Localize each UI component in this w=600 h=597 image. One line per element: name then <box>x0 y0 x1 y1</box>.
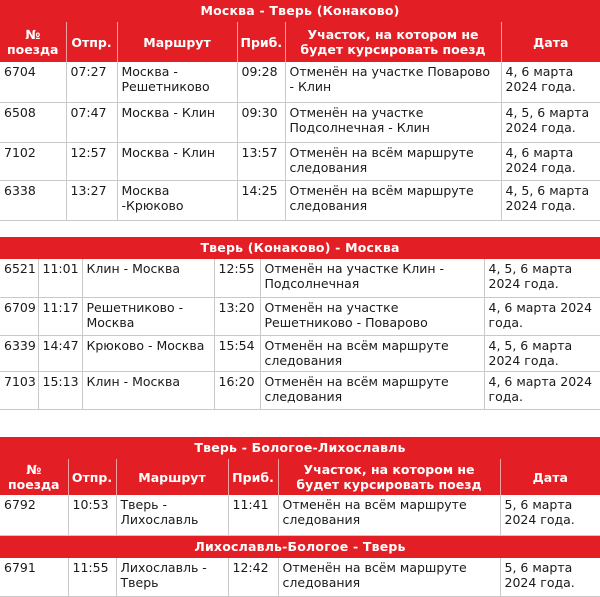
table-row <box>0 335 600 371</box>
departure-time: 15:13 <box>38 371 82 409</box>
arrival-time: 13:20 <box>214 297 260 335</box>
section-moscow-tver <box>0 0 600 221</box>
section-tver-moscow <box>0 237 600 410</box>
train-number: 6521 <box>0 259 38 297</box>
route: Клин - Москва <box>82 371 214 409</box>
header-train-number: № поезда <box>0 459 68 495</box>
departure-time: 13:27 <box>66 180 117 220</box>
cancel-section: Отменён на участке Клин - Подсолнечная <box>260 259 484 297</box>
route: Клин - Москва <box>82 259 214 297</box>
departure-time: 12:57 <box>66 142 117 180</box>
header-departure: Отпр. <box>68 459 116 495</box>
route: Тверь - Лихославль <box>116 495 228 535</box>
table-row <box>0 297 600 335</box>
table-row <box>0 495 600 535</box>
section-tver-bologoe <box>0 437 600 536</box>
route: Лихославль - Тверь <box>116 558 228 596</box>
header-section: Участок, на котором не будет курсировать поезд <box>285 22 501 62</box>
arrival-time: 09:30 <box>237 102 285 142</box>
header-date: Дата <box>501 22 600 62</box>
train-number: 6709 <box>0 297 38 335</box>
departure-time: 10:53 <box>68 495 116 535</box>
arrival-time: 11:41 <box>228 495 278 535</box>
train-number: 7102 <box>0 142 66 180</box>
train-number: 6508 <box>0 102 66 142</box>
route: Решетниково - Москва <box>82 297 214 335</box>
cancel-section: Отменён на участке Решетниково - Поварово <box>260 297 484 335</box>
date: 4, 6 марта 2024 года. <box>501 142 600 180</box>
header-departure: Отпр. <box>66 22 117 62</box>
arrival-time: 09:28 <box>237 62 285 102</box>
section-title: Тверь (Конаково) - Москва <box>0 237 600 259</box>
table-row <box>0 259 600 297</box>
arrival-time: 14:25 <box>237 180 285 220</box>
arrival-time: 16:20 <box>214 371 260 409</box>
cancel-section: Отменён на всём маршруте следования <box>285 142 501 180</box>
arrival-time: 13:57 <box>237 142 285 180</box>
arrival-time: 12:42 <box>228 558 278 596</box>
section-likhoslavl-tver <box>0 536 600 597</box>
date: 4, 6 марта 2024 года. <box>484 297 600 335</box>
departure-time: 11:17 <box>38 297 82 335</box>
route: Москва - Клин <box>117 142 237 180</box>
date: 4, 5, 6 марта 2024 года. <box>501 180 600 220</box>
header-arrival: Приб. <box>237 22 285 62</box>
route: Москва -Крюково <box>117 180 237 220</box>
cancel-section: Отменён на всём маршруте следования <box>285 180 501 220</box>
arrival-time: 15:54 <box>214 335 260 371</box>
departure-time: 11:55 <box>68 558 116 596</box>
date: 4, 5, 6 марта 2024 года. <box>501 102 600 142</box>
date: 4, 6 марта 2024 года. <box>484 371 600 409</box>
date: 4, 5, 6 марта 2024 года. <box>484 335 600 371</box>
date: 4, 6 марта 2024 года. <box>501 62 600 102</box>
route: Москва - Клин <box>117 102 237 142</box>
departure-time: 14:47 <box>38 335 82 371</box>
cancel-section: Отменён на участке Подсолнечная - Клин <box>285 102 501 142</box>
cancel-section: Отменён на всём маршруте следования <box>260 371 484 409</box>
header-route: Маршрут <box>117 22 237 62</box>
header-date: Дата <box>500 459 600 495</box>
departure-time: 07:47 <box>66 102 117 142</box>
section-title: Москва - Тверь (Конаково) <box>0 0 600 22</box>
section-title: Тверь - Бологое-Лихославль <box>0 437 600 459</box>
train-number: 6339 <box>0 335 38 371</box>
table-row <box>0 102 600 142</box>
section-title: Лихославль-Бологое - Тверь <box>0 536 600 558</box>
table-row <box>0 180 600 220</box>
route: Крюково - Москва <box>82 335 214 371</box>
train-number: 6338 <box>0 180 66 220</box>
table-row <box>0 142 600 180</box>
departure-time: 07:27 <box>66 62 117 102</box>
cancel-section: Отменён на всём маршруте следования <box>260 335 484 371</box>
header-train-number: № поезда <box>0 22 66 62</box>
table-row <box>0 558 600 596</box>
train-number: 6704 <box>0 62 66 102</box>
route: Москва - Решетниково <box>117 62 237 102</box>
train-number: 7103 <box>0 371 38 409</box>
train-number: 6791 <box>0 558 68 596</box>
cancel-section: Отменён на всём маршруте следования <box>278 558 500 596</box>
departure-time: 11:01 <box>38 259 82 297</box>
cancel-section: Отменён на всём маршруте следования <box>278 495 500 535</box>
table-row <box>0 371 600 409</box>
arrival-time: 12:55 <box>214 259 260 297</box>
header-route: Маршрут <box>116 459 228 495</box>
date: 4, 5, 6 марта 2024 года. <box>484 259 600 297</box>
header-section: Участок, на котором не будет курсировать поезд <box>278 459 500 495</box>
header-arrival: Приб. <box>228 459 278 495</box>
train-number: 6792 <box>0 495 68 535</box>
date: 5, 6 марта 2024 года. <box>500 495 600 535</box>
cancel-section: Отменён на участке Поварово - Клин <box>285 62 501 102</box>
date: 5, 6 марта 2024 года. <box>500 558 600 596</box>
table-row <box>0 62 600 102</box>
